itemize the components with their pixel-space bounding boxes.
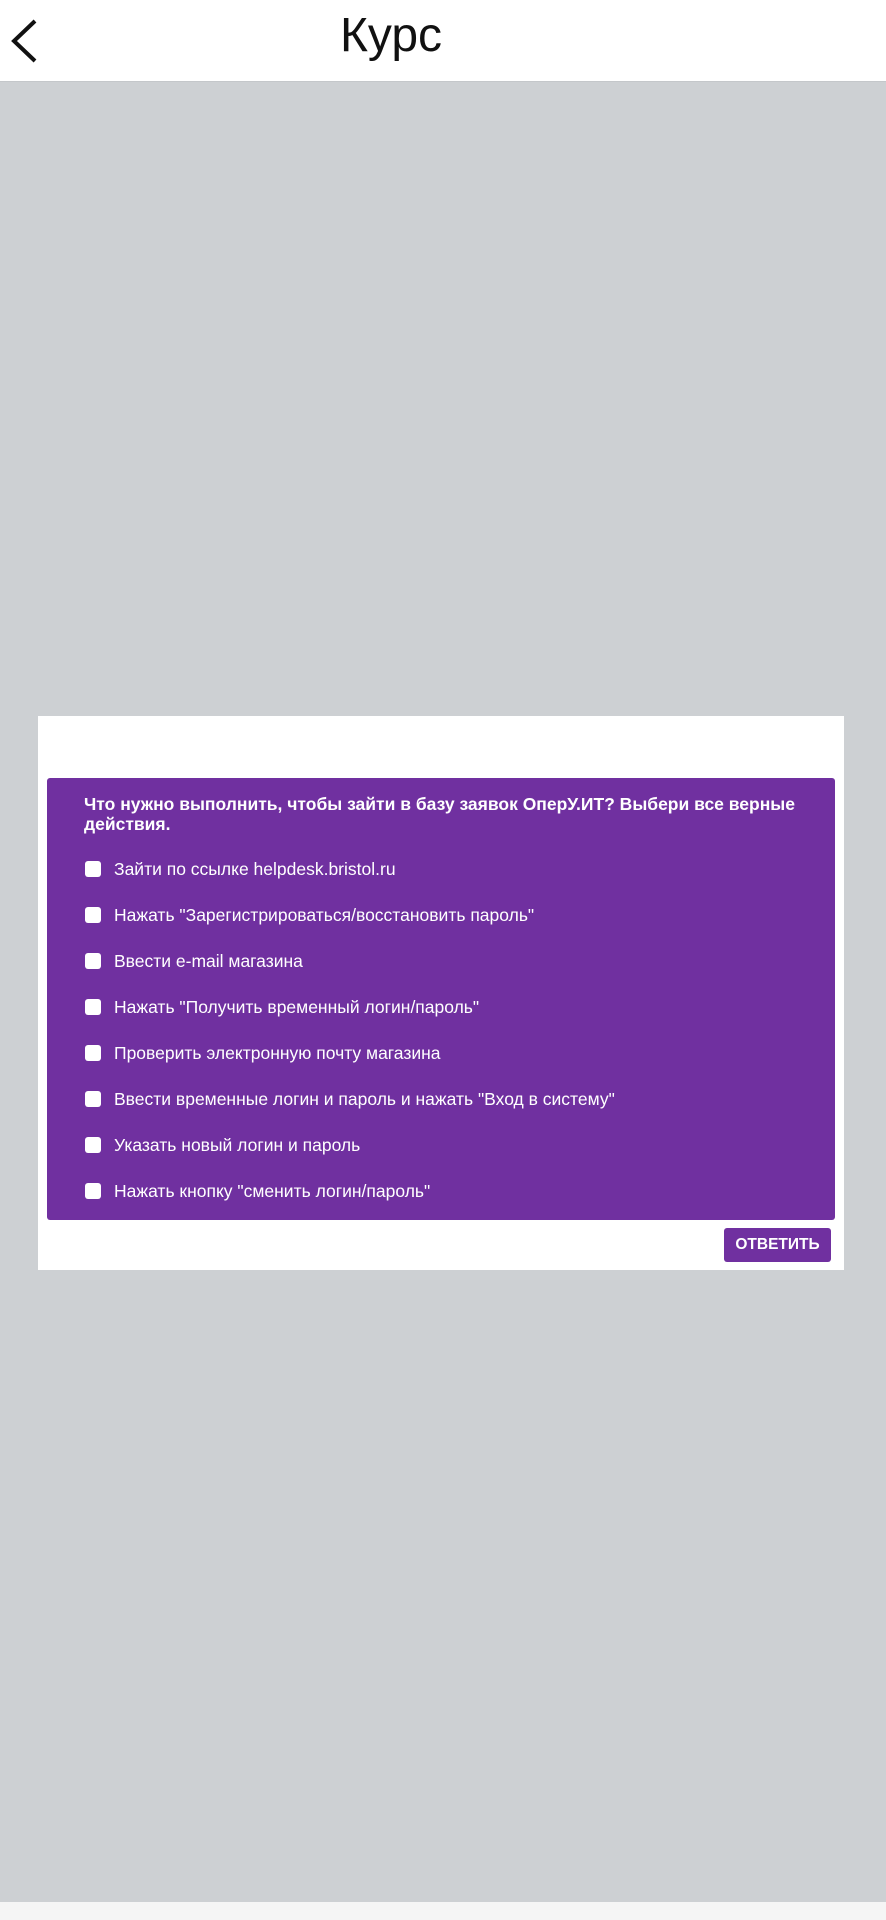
app-header: [0, 0, 886, 82]
option-label: Нажать "Зарегистрироваться/восстановить пароль": [114, 904, 535, 925]
checkbox[interactable]: [85, 907, 101, 923]
option-item[interactable]: [84, 984, 804, 1030]
checkbox[interactable]: [85, 1137, 101, 1153]
option-label: Зайти по ссылке helpdesk.bristol.ru: [114, 858, 396, 879]
option-label: Нажать "Получить временный логин/пароль": [114, 996, 480, 1017]
checkbox[interactable]: [85, 1045, 101, 1061]
option-item[interactable]: [84, 938, 804, 984]
option-label: Ввести временные логин и пароль и нажать "Вход в систему": [114, 1088, 615, 1109]
answer-button[interactable]: ОТВЕТИТЬ: [724, 1228, 831, 1262]
checkbox[interactable]: [85, 1183, 101, 1199]
option-item[interactable]: [84, 1076, 804, 1122]
question-panel: [47, 778, 835, 1220]
checkbox[interactable]: [85, 953, 101, 969]
option-label: Проверить электронную почту магазина: [114, 1042, 441, 1063]
option-item[interactable]: [84, 1168, 804, 1214]
checkbox[interactable]: [85, 999, 101, 1015]
quiz-card: [38, 716, 844, 1270]
question-text: Что нужно выполнить, чтобы зайти в базу заявок ОперУ.ИТ? Выбери все верные действия.: [84, 794, 795, 834]
option-label: Ввести e-mail магазина: [114, 950, 303, 971]
option-item[interactable]: [84, 846, 804, 892]
option-item[interactable]: [84, 1122, 804, 1168]
option-item[interactable]: [84, 892, 804, 938]
page-title: Курс: [339, 9, 443, 62]
options-list: [84, 846, 804, 1214]
checkbox[interactable]: [85, 1091, 101, 1107]
option-label: Указать новый логин и пароль: [114, 1134, 361, 1155]
checkbox[interactable]: [85, 861, 101, 877]
option-item[interactable]: [84, 1030, 804, 1076]
option-label: Нажать кнопку "сменить логин/пароль": [114, 1180, 431, 1201]
bottom-bar: [0, 1902, 886, 1920]
